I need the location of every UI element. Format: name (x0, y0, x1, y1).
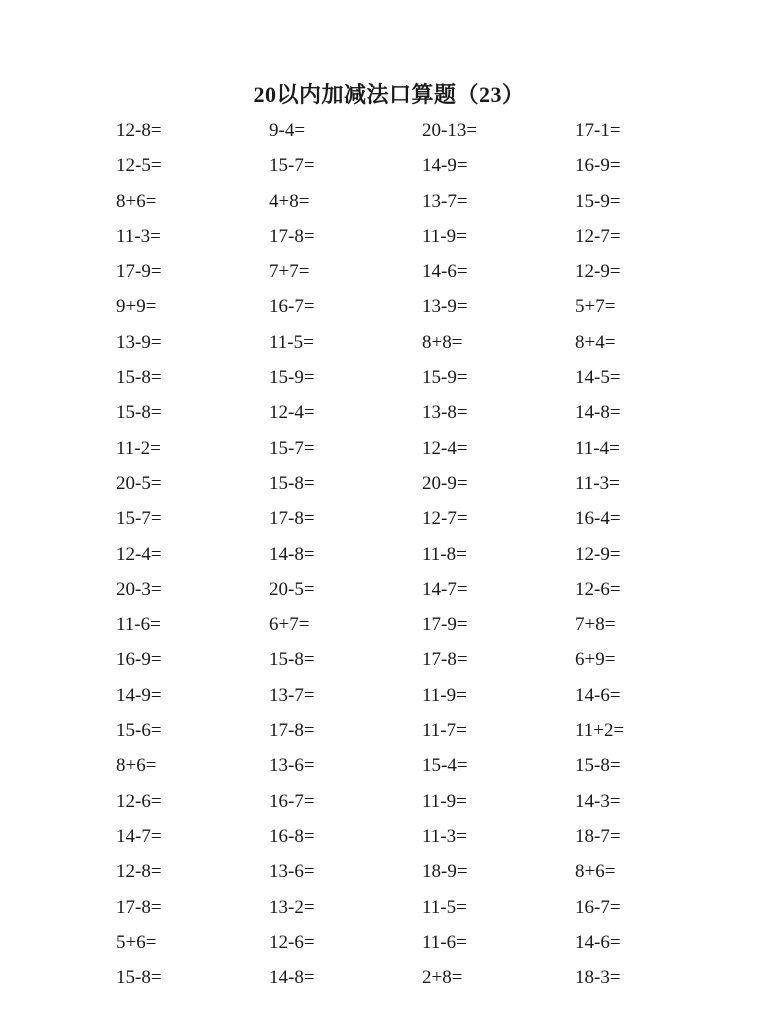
math-problem: 17-9= (422, 614, 468, 636)
math-problem: 18-9= (422, 861, 468, 883)
math-problem: 16-9= (116, 649, 162, 671)
math-problem: 12-6= (116, 790, 162, 812)
math-problem: 13-6= (269, 861, 315, 883)
math-problem: 15-9= (269, 367, 315, 389)
math-problem: 18-7= (575, 825, 621, 847)
math-problem: 16-7= (575, 896, 621, 918)
math-problem: 14-5= (575, 367, 621, 389)
math-problem: 6+7= (269, 614, 310, 636)
math-problem: 7+8= (575, 614, 616, 636)
math-problem: 12-9= (575, 261, 621, 283)
math-problem: 11+2= (575, 720, 625, 742)
math-problem: 11-3= (575, 472, 620, 494)
math-problem: 11-6= (116, 614, 161, 636)
math-problem: 15-9= (422, 367, 468, 389)
math-problem: 20-13= (422, 120, 478, 141)
math-problem: 13-9= (422, 296, 468, 318)
math-problem: 8+8= (422, 331, 463, 353)
math-problem: 11-5= (269, 331, 314, 353)
math-problem: 17-8= (422, 649, 468, 671)
math-problem: 15-8= (116, 967, 162, 989)
math-problem: 12-6= (269, 931, 315, 953)
math-problem: 18-3= (575, 967, 621, 989)
math-problem: 12-4= (422, 437, 468, 459)
math-problem: 11-4= (575, 437, 620, 459)
math-problem: 16-4= (575, 508, 621, 530)
math-problem: 16-9= (575, 155, 621, 177)
math-problem: 5+7= (575, 296, 616, 318)
math-problem: 14-6= (422, 261, 468, 283)
math-problem: 11-2= (116, 437, 161, 459)
math-problem: 17-8= (269, 720, 315, 742)
math-problem: 14-9= (422, 155, 468, 177)
math-problem: 15-8= (116, 402, 162, 424)
math-problem: 14-8= (269, 543, 315, 565)
math-problem: 13-9= (116, 331, 162, 353)
math-problem: 12-4= (269, 402, 315, 424)
math-problem: 13-6= (269, 755, 315, 777)
math-problem: 16-8= (269, 825, 315, 847)
math-problem: 11-6= (422, 931, 467, 953)
math-problem: 20-5= (269, 578, 315, 600)
math-problem: 17-8= (269, 225, 315, 247)
math-problem: 2+8= (422, 967, 463, 989)
math-problem: 8+6= (116, 755, 157, 777)
math-problem: 8+6= (575, 861, 616, 883)
problem-grid (116, 113, 695, 995)
math-problem: 14-7= (422, 578, 468, 600)
math-problem: 14-6= (575, 931, 621, 953)
math-problem: 20-5= (116, 472, 162, 494)
math-problem: 15-8= (575, 755, 621, 777)
math-problem: 12-7= (575, 225, 621, 247)
math-problem: 15-7= (116, 508, 162, 530)
math-problem: 16-7= (269, 296, 315, 318)
math-problem: 17-1= (575, 120, 621, 141)
math-problem: 15-6= (116, 720, 162, 742)
math-problem: 4+8= (269, 190, 310, 212)
math-problem: 9-4= (269, 120, 306, 141)
math-problem: 17-9= (116, 261, 162, 283)
math-problem: 17-8= (269, 508, 315, 530)
math-problem: 15-7= (269, 437, 315, 459)
math-problem: 7+7= (269, 261, 310, 283)
math-problem: 11-8= (422, 543, 467, 565)
math-problem: 12-8= (116, 120, 162, 141)
math-problem: 20-9= (422, 472, 468, 494)
math-problem: 12-4= (116, 543, 162, 565)
math-problem: 11-3= (422, 825, 467, 847)
math-problem: 13-7= (422, 190, 468, 212)
math-problem: 8+6= (116, 190, 157, 212)
math-problem: 14-8= (575, 402, 621, 424)
math-problem: 11-7= (422, 720, 467, 742)
math-problem: 14-3= (575, 790, 621, 812)
math-problem: 14-8= (269, 967, 315, 989)
math-problem: 17-8= (116, 896, 162, 918)
math-problem: 15-8= (269, 472, 315, 494)
math-problem: 14-7= (116, 825, 162, 847)
math-problem: 6+9= (575, 649, 616, 671)
math-problem: 15-8= (116, 367, 162, 389)
math-problem: 15-9= (575, 190, 621, 212)
math-problem: 15-7= (269, 155, 315, 177)
math-problem: 11-3= (116, 225, 161, 247)
math-problem: 14-6= (575, 684, 621, 706)
math-problem: 11-5= (422, 896, 467, 918)
math-problem: 12-5= (116, 155, 162, 177)
math-problem: 13-7= (269, 684, 315, 706)
math-problem: 9+9= (116, 296, 157, 318)
math-problem: 13-8= (422, 402, 468, 424)
math-problem: 5+6= (116, 931, 157, 953)
worksheet-title: 20以内加减法口算题（23） (253, 82, 525, 107)
math-problem: 13-2= (269, 896, 315, 918)
math-problem: 12-7= (422, 508, 468, 530)
math-problem: 12-6= (575, 578, 621, 600)
math-problem: 15-8= (269, 649, 315, 671)
math-problem: 11-9= (422, 684, 467, 706)
math-problem: 11-9= (422, 225, 467, 247)
math-problem: 12-8= (116, 861, 162, 883)
math-problem: 16-7= (269, 790, 315, 812)
math-problem: 20-3= (116, 578, 162, 600)
math-problem: 14-9= (116, 684, 162, 706)
math-problem: 11-9= (422, 790, 467, 812)
math-problem: 8+4= (575, 331, 616, 353)
math-problem: 12-9= (575, 543, 621, 565)
math-problem: 15-4= (422, 755, 468, 777)
